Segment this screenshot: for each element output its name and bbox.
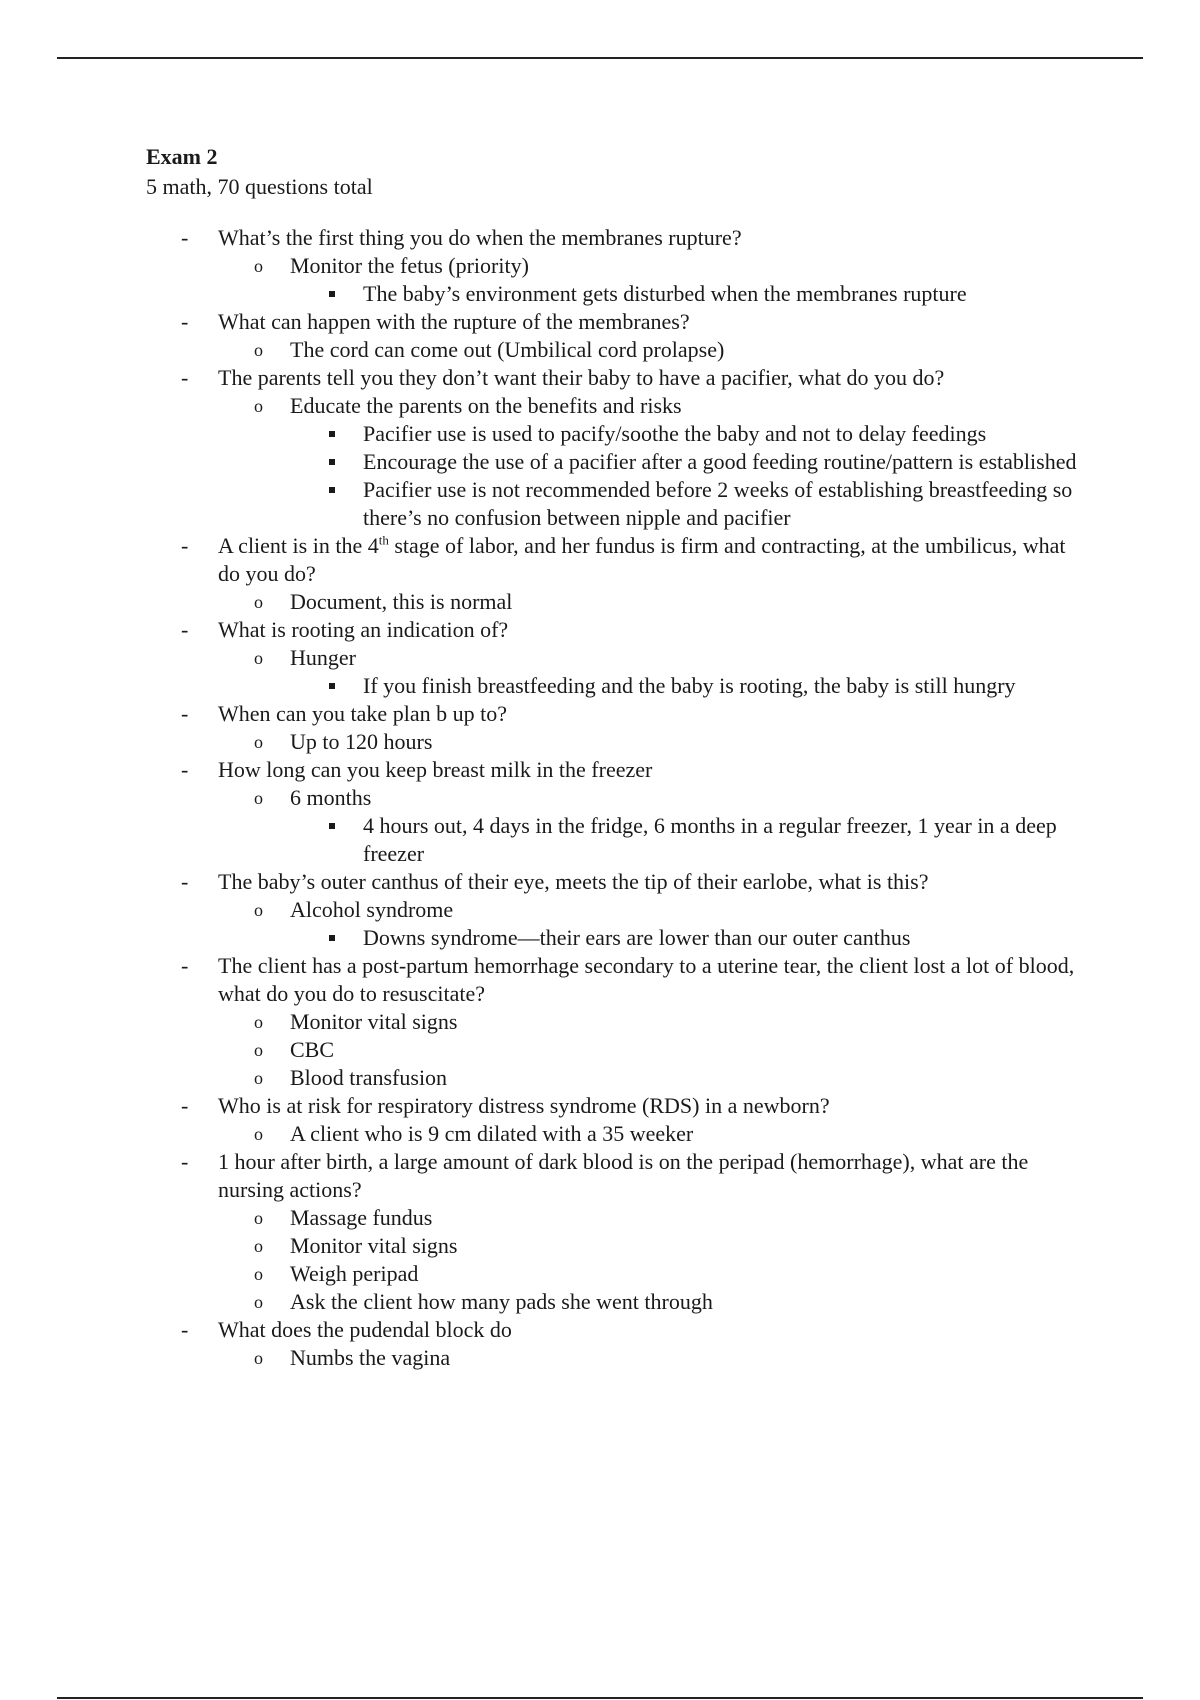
answer-item: [146, 392, 1086, 420]
circle-bullet-icon: o: [254, 1292, 263, 1312]
question-text: What can happen with the rupture of the membranes?: [218, 309, 690, 334]
answer-text: The cord can come out (Umbilical cord prolapse): [290, 337, 725, 362]
question-text-part: A client is in the 4: [218, 533, 379, 558]
dash-bullet-icon: -: [181, 869, 189, 894]
note-item: [146, 280, 1086, 308]
square-bullet-icon: [329, 683, 335, 689]
note-item: [146, 924, 1086, 952]
answer-text: Alcohol syndrome: [290, 897, 454, 922]
circle-bullet-icon: o: [254, 592, 263, 612]
answer-text: Ask the client how many pads she went through: [290, 1289, 713, 1314]
question-item: [146, 224, 1086, 252]
answer-text: Monitor vital signs: [290, 1009, 458, 1034]
answer-text: Document, this is normal: [290, 589, 513, 614]
answer-item: [146, 896, 1086, 924]
square-bullet-icon: [329, 431, 335, 437]
question-text: How long can you keep breast milk in the freezer: [218, 757, 653, 782]
dash-bullet-icon: -: [181, 757, 189, 782]
note-text: Encourage the use of a pacifier after a good feeding routine/pattern is established: [363, 449, 1077, 474]
answer-text: Hunger: [290, 645, 356, 670]
answer-item: [146, 784, 1086, 812]
bottom-rule: [57, 1697, 1143, 1699]
answer-item: [146, 336, 1086, 364]
dash-bullet-icon: -: [181, 701, 189, 726]
answer-item: [146, 728, 1086, 756]
answer-item: [146, 644, 1086, 672]
answer-text: A client who is 9 cm dilated with a 35 weeker: [290, 1121, 694, 1146]
dash-bullet-icon: -: [181, 309, 189, 334]
answer-text: Monitor vital signs: [290, 1233, 458, 1258]
question-text: What’s the first thing you do when the membranes rupture?: [218, 225, 742, 250]
square-bullet-icon: [329, 459, 335, 465]
note-item: [146, 448, 1086, 476]
question-text: Who is at risk for respiratory distress syndrome (RDS) in a newborn?: [218, 1093, 830, 1118]
question-item: [146, 756, 1086, 784]
question-item: [146, 952, 1086, 1008]
answer-item: [146, 1008, 1086, 1036]
question-text: What does the pudendal block do: [218, 1317, 512, 1342]
document-body: [146, 142, 1086, 1372]
note-item: [146, 812, 1086, 868]
page-subtitle: 5 math, 70 questions total: [146, 174, 373, 199]
question-item: [146, 364, 1086, 392]
question-text: 1 hour after birth, a large amount of dark blood is on the peripad (hemorrhage), what are the nursing actions?: [218, 1149, 1029, 1202]
circle-bullet-icon: o: [254, 1236, 263, 1256]
answer-text: Educate the parents on the benefits and risks: [290, 393, 682, 418]
dash-bullet-icon: -: [181, 365, 189, 390]
question-text: The baby’s outer canthus of their eye, meets the tip of their earlobe, what is this?: [218, 869, 929, 894]
question-item: [146, 616, 1086, 644]
circle-bullet-icon: o: [254, 788, 263, 808]
circle-bullet-icon: o: [254, 396, 263, 416]
question-text: What is rooting an indication of?: [218, 617, 509, 642]
question-item: [146, 1316, 1086, 1344]
circle-bullet-icon: o: [254, 648, 263, 668]
answer-text: Weigh peripad: [290, 1261, 419, 1286]
circle-bullet-icon: o: [254, 340, 263, 360]
note-item: [146, 672, 1086, 700]
answer-item: [146, 1036, 1086, 1064]
note-item: [146, 476, 1086, 532]
circle-bullet-icon: o: [254, 732, 263, 752]
square-bullet-icon: [329, 823, 335, 829]
circle-bullet-icon: o: [254, 256, 263, 276]
answer-text: CBC: [290, 1037, 335, 1062]
answer-item: [146, 1260, 1086, 1288]
note-text: 4 hours out, 4 days in the fridge, 6 months in a regular freezer, 1 year in a deep freezer: [363, 813, 1057, 866]
answer-item: [146, 588, 1086, 616]
answer-text: Monitor the fetus (priority): [290, 253, 529, 278]
question-text: The parents tell you they don’t want their baby to have a pacifier, what do you do?: [218, 365, 945, 390]
dash-bullet-icon: -: [181, 225, 189, 250]
top-rule: [57, 57, 1143, 59]
question-text: The client has a post-partum hemorrhage secondary to a uterine tear, the client lost a lot of blood, what do you do to resuscitate?: [218, 953, 1075, 1006]
answer-item: [146, 1344, 1086, 1372]
circle-bullet-icon: o: [254, 1208, 263, 1228]
answer-item: [146, 1064, 1086, 1092]
page-title: Exam 2: [146, 144, 218, 169]
circle-bullet-icon: o: [254, 900, 263, 920]
dash-bullet-icon: -: [181, 1093, 189, 1118]
question-item: [146, 308, 1086, 336]
answer-item: [146, 1288, 1086, 1316]
question-text: When can you take plan b up to?: [218, 701, 507, 726]
answer-text: Massage fundus: [290, 1205, 433, 1230]
question-text-part: stage of labor, and her fundus is firm and contracting, at the umbilicus, what do you do?: [218, 533, 1066, 586]
answer-text: Blood transfusion: [290, 1065, 448, 1090]
question-item: [146, 700, 1086, 728]
square-bullet-icon: [329, 487, 335, 493]
ordinal-superscript: th: [378, 532, 389, 548]
question-text: [218, 533, 1066, 586]
note-text: If you finish breastfeeding and the baby is rooting, the baby is still hungry: [363, 673, 1016, 698]
square-bullet-icon: [329, 291, 335, 297]
answer-text: Up to 120 hours: [290, 729, 433, 754]
dash-bullet-icon: -: [181, 1149, 189, 1174]
answer-text: 6 months: [290, 785, 372, 810]
circle-bullet-icon: o: [254, 1124, 263, 1144]
note-text: The baby’s environment gets disturbed when the membranes rupture: [363, 281, 967, 306]
dash-bullet-icon: -: [181, 953, 189, 978]
question-item: [146, 1092, 1086, 1120]
question-item: [146, 868, 1086, 896]
dash-bullet-icon: -: [181, 533, 189, 558]
note-item: [146, 420, 1086, 448]
circle-bullet-icon: o: [254, 1040, 263, 1060]
dash-bullet-icon: -: [181, 1317, 189, 1342]
answer-text: Numbs the vagina: [290, 1345, 451, 1370]
answer-item: [146, 252, 1086, 280]
circle-bullet-icon: o: [254, 1012, 263, 1032]
dash-bullet-icon: -: [181, 617, 189, 642]
answer-item: [146, 1204, 1086, 1232]
circle-bullet-icon: o: [254, 1068, 263, 1088]
question-item: [146, 532, 1086, 588]
note-text: Pacifier use is not recommended before 2 weeks of establishing breastfeeding so there’s no confusion between nipple and pacifier: [363, 477, 1073, 530]
answer-item: [146, 1232, 1086, 1260]
answer-item: [146, 1120, 1086, 1148]
note-text: Downs syndrome—their ears are lower than our outer canthus: [363, 925, 911, 950]
circle-bullet-icon: o: [254, 1348, 263, 1368]
question-item: [146, 1148, 1086, 1204]
square-bullet-icon: [329, 935, 335, 941]
question-list: [146, 224, 1086, 1372]
note-text: Pacifier use is used to pacify/soothe the baby and not to delay feedings: [363, 421, 987, 446]
circle-bullet-icon: o: [254, 1264, 263, 1284]
